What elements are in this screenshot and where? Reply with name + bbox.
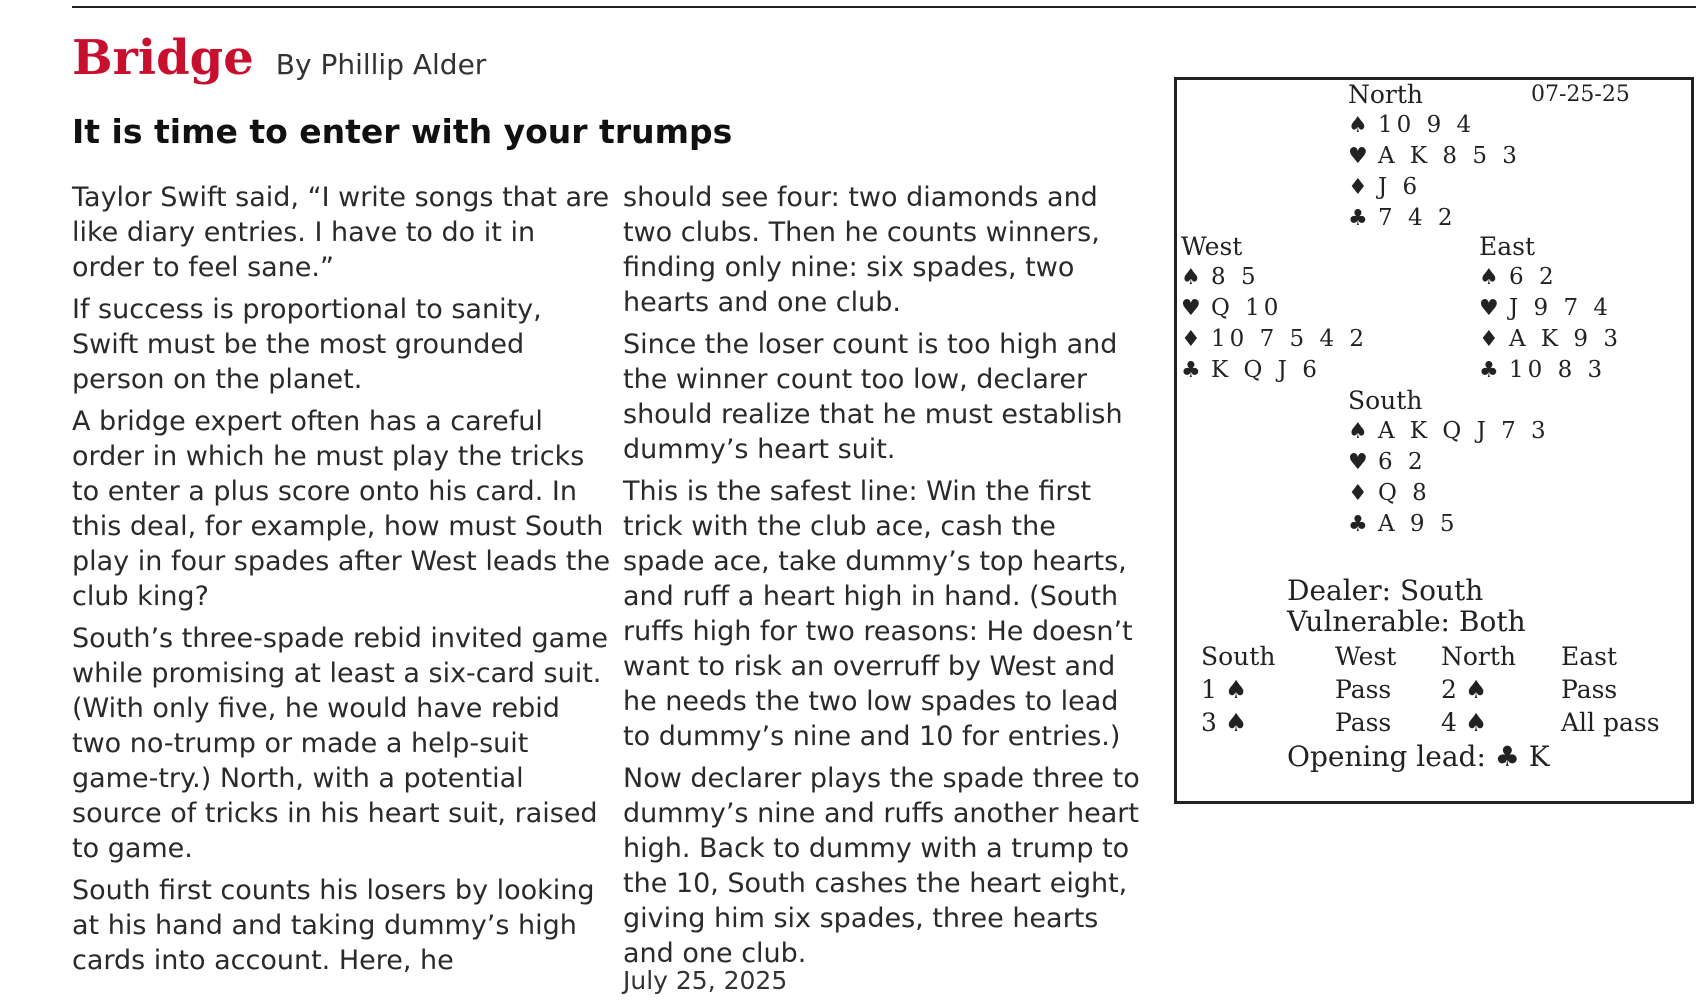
bridge-diagram xyxy=(1174,77,1694,804)
article-column-1 xyxy=(72,180,612,985)
east-clubs: ♣ 10 8 3 xyxy=(1479,355,1622,386)
diamond-icon: ♦ xyxy=(1348,481,1368,506)
auction-header-row xyxy=(1201,640,1660,673)
heart-icon: ♥ xyxy=(1348,144,1368,169)
auction-header: East xyxy=(1561,642,1618,671)
auction-call: All pass xyxy=(1561,708,1660,737)
west-spades: ♠ 8 5 xyxy=(1181,262,1368,293)
auction-call: 1 ♠ xyxy=(1201,675,1248,704)
auction-header: North xyxy=(1441,642,1517,671)
south-hand xyxy=(1348,386,1550,540)
north-hand xyxy=(1348,80,1521,234)
auction-call: 4 ♠ xyxy=(1441,708,1488,737)
north-diamonds: ♦ J 6 xyxy=(1348,172,1521,203)
auction-row xyxy=(1201,706,1660,739)
east-label: East xyxy=(1479,232,1536,261)
diamond-icon: ♦ xyxy=(1479,327,1499,352)
north-clubs: ♣ 7 4 2 xyxy=(1348,203,1521,234)
masthead xyxy=(72,30,486,86)
east-diamonds: ♦ A K 9 3 xyxy=(1479,324,1622,355)
paragraph: If success is proportional to sanity, Swift must be the most grounded person on the planet. xyxy=(72,294,542,395)
west-label: West xyxy=(1181,232,1243,261)
west-hearts: ♥ Q 10 xyxy=(1181,293,1368,324)
paragraph: should see four: two diamonds and two clubs. Then he counts winners, finding only nine: six spades, two hearts and one club. xyxy=(623,182,1100,318)
paragraph: A bridge expert often has a careful order in which he must play the tricks to enter a plus score onto his card. In this deal, for example, how must South play in four spades after West leads the club king? xyxy=(72,406,611,612)
club-icon: ♣ xyxy=(1348,206,1368,231)
spade-icon: ♠ xyxy=(1348,419,1368,444)
auction-header: West xyxy=(1335,642,1397,671)
auction-table xyxy=(1201,640,1660,739)
vulnerability-line: Vulnerable: Both xyxy=(1287,605,1526,638)
spade-icon: ♠ xyxy=(1348,113,1368,138)
south-clubs: ♣ A 9 5 xyxy=(1348,509,1550,540)
south-label: South xyxy=(1348,386,1423,415)
auction-row xyxy=(1201,673,1660,706)
opening-lead: Opening lead: ♣ K xyxy=(1287,740,1550,773)
article-column-2 xyxy=(623,180,1143,978)
west-clubs: ♣ K Q J 6 xyxy=(1181,355,1368,386)
east-hand xyxy=(1479,232,1622,386)
paragraph: South first counts his losers by looking at his hand and taking dummy’s high cards into account. Here, he xyxy=(72,875,595,976)
diamond-icon: ♦ xyxy=(1181,327,1201,352)
auction-call: 2 ♠ xyxy=(1441,675,1488,704)
auction-call: Pass xyxy=(1561,675,1618,704)
spade-icon: ♠ xyxy=(1479,265,1499,290)
paragraph: This is the safest line: Win the first trick with the club ace, cash the spade ace, take dummy’s top hearts, and ruff a heart high in hand. (South ruffs high for two reasons: He doesn’t want to risk an overruff by West and he needs the two low spades to lead to dummy’s nine and 10 for entries.) xyxy=(623,476,1133,752)
south-hearts: ♥ 6 2 xyxy=(1348,447,1550,478)
dateline: July 25, 2025 xyxy=(623,966,788,995)
auction-call: 3 ♠ xyxy=(1201,708,1248,737)
paragraph: South’s three-spade rebid invited game while promising at least a six-card suit. (With only five, he would have rebid two no-trump or made a help-suit game-try.) North, with a potential source of tricks in his heart suit, raised to game. xyxy=(72,623,609,864)
paragraph: Taylor Swift said, “I write songs that are like diary entries. I have to do it in order to feel sane.” xyxy=(72,182,610,283)
east-spades: ♠ 6 2 xyxy=(1479,262,1622,293)
north-hearts: ♥ A K 8 5 3 xyxy=(1348,141,1521,172)
heart-icon: ♥ xyxy=(1348,450,1368,475)
headline: It is time to enter with your trumps xyxy=(72,112,733,151)
club-icon: ♣ xyxy=(1348,512,1368,537)
club-icon: ♣ xyxy=(1479,358,1499,383)
diamond-icon: ♦ xyxy=(1348,175,1368,200)
west-hand xyxy=(1181,232,1368,386)
north-spades: ♠ 10 9 4 xyxy=(1348,110,1521,141)
spade-icon: ♠ xyxy=(1181,265,1201,290)
byline: By Phillip Alder xyxy=(275,48,487,81)
auction-call: Pass xyxy=(1335,675,1392,704)
auction-header: South xyxy=(1201,642,1276,671)
south-spades: ♠ A K Q J 7 3 xyxy=(1348,416,1550,447)
north-label: North xyxy=(1348,80,1424,109)
east-hearts: ♥ J 9 7 4 xyxy=(1479,293,1622,324)
paragraph: Now declarer plays the spade three to dummy’s nine and ruffs another heart high. Back to dummy with a trump to the 10, South cashes the heart eight, giving him six spades, three hearts and one club. xyxy=(623,763,1140,969)
column-title: Bridge xyxy=(72,30,254,86)
deal-conditions xyxy=(1287,575,1526,637)
west-diamonds: ♦ 10 7 5 4 2 xyxy=(1181,324,1368,355)
heart-icon: ♥ xyxy=(1181,296,1201,321)
auction-call: Pass xyxy=(1335,708,1392,737)
date-code: 07-25-25 xyxy=(1531,82,1630,107)
dealer-line: Dealer: South xyxy=(1287,574,1484,607)
top-rule xyxy=(72,6,1696,8)
heart-icon: ♥ xyxy=(1479,296,1499,321)
club-icon: ♣ xyxy=(1181,358,1201,383)
paragraph: Since the loser count is too high and the winner count too low, declarer should realize that he must establish dummy’s heart suit. xyxy=(623,329,1123,465)
south-diamonds: ♦ Q 8 xyxy=(1348,478,1550,509)
